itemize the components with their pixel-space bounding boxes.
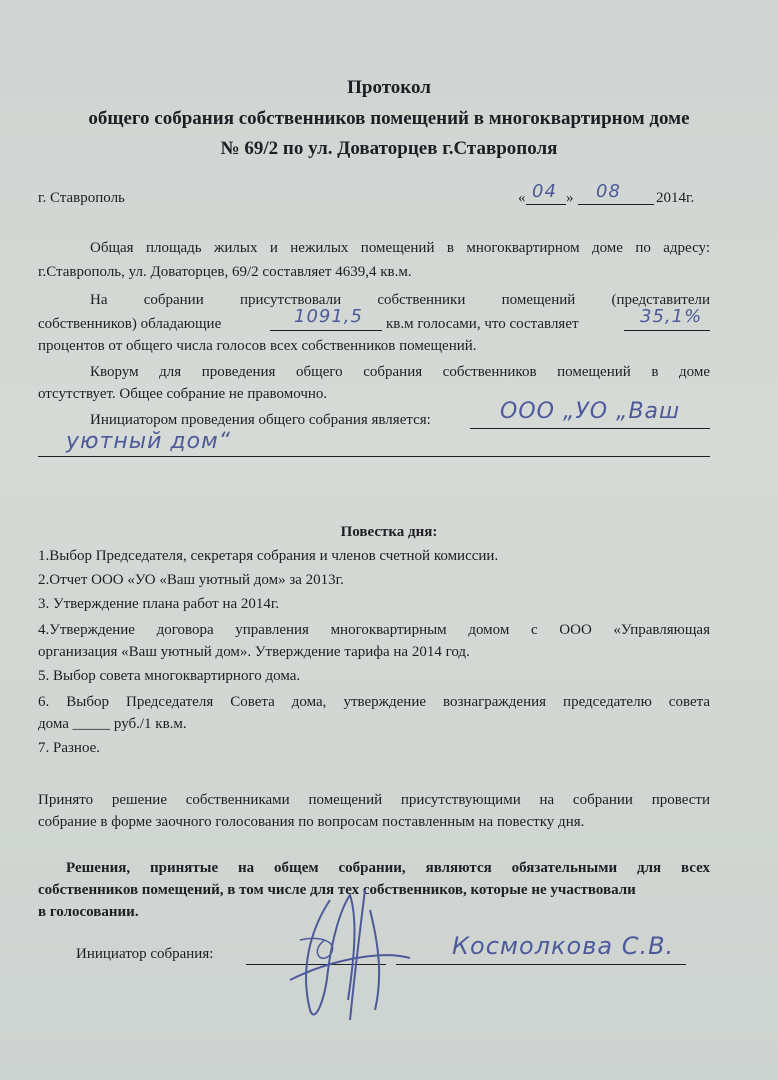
date-day-underline [526, 204, 566, 205]
initiator-label: Инициатором проведения общего собрания является: [90, 412, 431, 428]
decision-line1: Принято решение собственниками помещений присутствующими на собрании провести [38, 792, 710, 808]
handwritten-signature-icon [270, 880, 420, 1030]
binding-notice-line2: собственников помещений, в том числе для тех собственников, которые не участвовали [38, 882, 636, 898]
attendance-paragraph-line2a: собственников) обладающие [38, 316, 222, 332]
attendance-percent-underline [624, 330, 710, 331]
binding-notice-line3: в голосовании. [38, 904, 139, 920]
agenda-item-4-line2: организация «Ваш уютный дом». Утверждение тарифа на 2014 год. [38, 644, 470, 660]
agenda-item-4-line1: 4.Утверждение договора управления многоквартирным домом с ООО «Управляющая [38, 622, 710, 638]
document-title: Протокол [347, 77, 431, 98]
date-year: 2014г. [656, 190, 695, 206]
agenda-heading: Повестка дня: [340, 524, 438, 540]
signature-name-line [396, 964, 686, 965]
area-paragraph-line2: г.Ставрополь, ул. Доваторцев, 69/2 составляет 4639,4 кв.м. [38, 264, 412, 280]
document-address-title: № 69/2 по ул. Доваторцев г.Ставрополя [220, 138, 558, 159]
date-day-handwritten: 04 [532, 181, 557, 202]
initiator-underline-1 [470, 428, 710, 429]
attendance-paragraph-line2b: кв.м голосами, что составляет [386, 316, 579, 332]
quorum-paragraph-line2: отсутствует. Общее собрание не правомочно. [38, 386, 328, 402]
date-month-underline [578, 204, 654, 205]
attendance-paragraph-line3: процентов от общего числа голосов всех собственников помещений. [38, 338, 477, 354]
initiator-handwritten-line2: уютный дом“ [66, 429, 232, 454]
date-close-quote: » [566, 190, 574, 206]
agenda-item-7: 7. Разное. [38, 740, 101, 756]
signature-name-handwritten: Космолкова С.В. [452, 932, 675, 960]
attendance-votes-handwritten: 1091,5 [294, 306, 363, 327]
agenda-item-5: 5. Выбор совета многоквартирного дома. [38, 668, 301, 684]
date-open-quote: « [518, 190, 526, 206]
attendance-percent-handwritten: 35,1% [640, 306, 703, 327]
agenda-item-2: 2.Отчет ООО «УО «Ваш уютный дом» за 2013г. [38, 572, 344, 588]
attendance-paragraph-line1: На собрании присутствовали собственники помещений (представители [90, 292, 710, 308]
city-label: г. Ставрополь [38, 190, 125, 206]
agenda-item-6-line1: 6. Выбор Председателя Совета дома, утверждение вознаграждения председателю совета [38, 694, 710, 710]
document-subtitle: общего собрания собственников помещений в многоквартирном доме [88, 108, 690, 129]
initiator-handwritten-line1: ООО „УО „Ваш [500, 399, 681, 424]
attendance-votes-underline [270, 330, 382, 331]
decision-line2: собрание в форме заочного голосования по вопросам поставленным на повестку дня. [38, 814, 585, 830]
binding-notice-line1: Решения, принятые на общем собрании, являются обязательными для всех [66, 860, 710, 876]
area-paragraph-line1: Общая площадь жилых и нежилых помещений в многоквартирном доме по адресу: [90, 240, 710, 256]
signature-label: Инициатор собрания: [76, 946, 214, 962]
agenda-item-1: 1.Выбор Председателя, секретаря собрания и членов счетной комиссии. [38, 548, 499, 564]
agenda-item-6-line2: дома _____ руб./1 кв.м. [38, 716, 187, 732]
initiator-underline-2 [38, 456, 710, 457]
quorum-paragraph-line1: Кворум для проведения общего собрания собственников помещений в доме [90, 364, 710, 380]
date-month-handwritten: 08 [596, 181, 621, 202]
agenda-item-3: 3. Утверждение плана работ на 2014г. [38, 596, 280, 612]
